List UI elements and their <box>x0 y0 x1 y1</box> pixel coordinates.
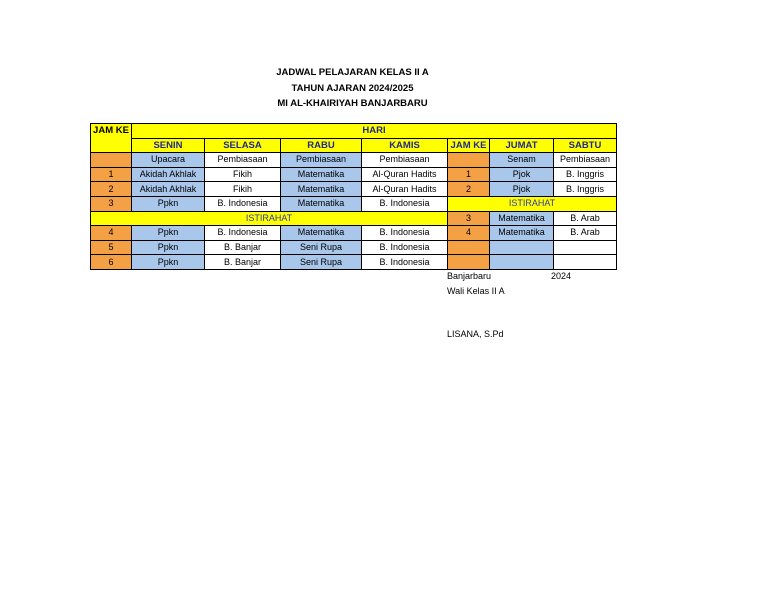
table-row <box>91 167 617 182</box>
jam-cell: 3 <box>91 196 132 211</box>
rabu-cell: Matematika <box>281 196 362 211</box>
jam2-cell <box>448 153 490 168</box>
title-line-2: TAHUN AJARAN 2024/2025 <box>291 83 414 94</box>
senin-cell: Ppkn <box>132 240 205 255</box>
jumat-cell <box>490 240 554 255</box>
jumat-cell: Pjok <box>490 167 554 182</box>
senin-cell: Upacara <box>132 153 205 168</box>
day-header-kamis: KAMIS <box>362 138 448 153</box>
kamis-cell: B. Indonesia <box>362 226 448 241</box>
kamis-cell: Al-Quran Hadits <box>362 167 448 182</box>
sabtu-cell: B. Inggris <box>554 182 617 197</box>
sabtu-cell: B. Inggris <box>554 167 617 182</box>
signature-name: LISANA, S.Pd <box>447 329 504 339</box>
title-line-1: JADWAL PELAJARAN KELAS II A <box>276 67 429 78</box>
jam-cell: 4 <box>91 226 132 241</box>
kamis-cell: Pembiasaan <box>362 153 448 168</box>
jam2-cell <box>448 240 490 255</box>
rabu-cell: Pembiasaan <box>281 153 362 168</box>
selasa-cell: B. Banjar <box>205 255 281 270</box>
selasa-cell: B. Indonesia <box>205 226 281 241</box>
day-header-rabu: RABU <box>281 138 362 153</box>
senin-cell: Akidah Akhlak <box>132 167 205 182</box>
selasa-cell: Fikih <box>205 182 281 197</box>
selasa-cell: Fikih <box>205 167 281 182</box>
schedule-table <box>90 123 617 270</box>
jam-ke-header: JAM KE <box>91 124 132 153</box>
istirahat-jumat: ISTIRAHAT <box>448 196 617 211</box>
kamis-cell: B. Indonesia <box>362 196 448 211</box>
istirahat-weekday: ISTIRAHAT <box>91 211 448 226</box>
sabtu-cell <box>554 255 617 270</box>
jam2-cell <box>448 255 490 270</box>
jumat-cell <box>490 255 554 270</box>
jam2-cell: 3 <box>448 211 490 226</box>
hari-header: HARI <box>132 124 617 139</box>
jumat-cell: Matematika <box>490 226 554 241</box>
jam2-cell: 2 <box>448 182 490 197</box>
jam-cell <box>91 153 132 168</box>
rabu-cell: Matematika <box>281 167 362 182</box>
jam2-cell: 1 <box>448 167 490 182</box>
senin-cell: Akidah Akhlak <box>132 182 205 197</box>
signature-year: 2024 <box>551 271 572 281</box>
jam-cell: 5 <box>91 240 132 255</box>
rabu-cell: Matematika <box>281 226 362 241</box>
table-row <box>91 153 617 168</box>
senin-cell: Ppkn <box>132 226 205 241</box>
table-row <box>91 211 617 226</box>
rabu-cell: Seni Rupa <box>281 255 362 270</box>
jam2-cell: 4 <box>448 226 490 241</box>
jam-cell: 1 <box>91 167 132 182</box>
title-line-3: MI AL-KHAIRIYAH BANJARBARU <box>277 98 428 109</box>
jumat-cell: Pjok <box>490 182 554 197</box>
table-row <box>91 226 617 241</box>
sabtu-cell: B. Arab <box>554 226 617 241</box>
table-row <box>91 240 617 255</box>
jam-cell: 6 <box>91 255 132 270</box>
rabu-cell: Seni Rupa <box>281 240 362 255</box>
jam-ke-header-2: JAM KE <box>448 138 490 153</box>
kamis-cell: B. Indonesia <box>362 240 448 255</box>
table-row <box>91 255 617 270</box>
selasa-cell: Pembiasaan <box>205 153 281 168</box>
sabtu-cell <box>554 240 617 255</box>
kamis-cell: B. Indonesia <box>362 255 448 270</box>
signature-role: Wali Kelas II A <box>447 286 505 296</box>
day-header-jumat: JUMAT <box>490 138 554 153</box>
sabtu-cell: B. Arab <box>554 211 617 226</box>
jam-cell: 2 <box>91 182 132 197</box>
day-header-selasa: SELASA <box>205 138 281 153</box>
table-row <box>91 196 617 211</box>
jumat-cell: Senam <box>490 153 554 168</box>
selasa-cell: B. Indonesia <box>205 196 281 211</box>
senin-cell: Ppkn <box>132 196 205 211</box>
day-header-senin: SENIN <box>132 138 205 153</box>
day-header-sabtu: SABTU <box>554 138 617 153</box>
jumat-cell: Matematika <box>490 211 554 226</box>
sabtu-cell: Pembiasaan <box>554 153 617 168</box>
kamis-cell: Al-Quran Hadits <box>362 182 448 197</box>
selasa-cell: B. Banjar <box>205 240 281 255</box>
rabu-cell: Matematika <box>281 182 362 197</box>
senin-cell: Ppkn <box>132 255 205 270</box>
table-row <box>91 182 617 197</box>
signature-place: Banjarbaru <box>447 271 492 281</box>
